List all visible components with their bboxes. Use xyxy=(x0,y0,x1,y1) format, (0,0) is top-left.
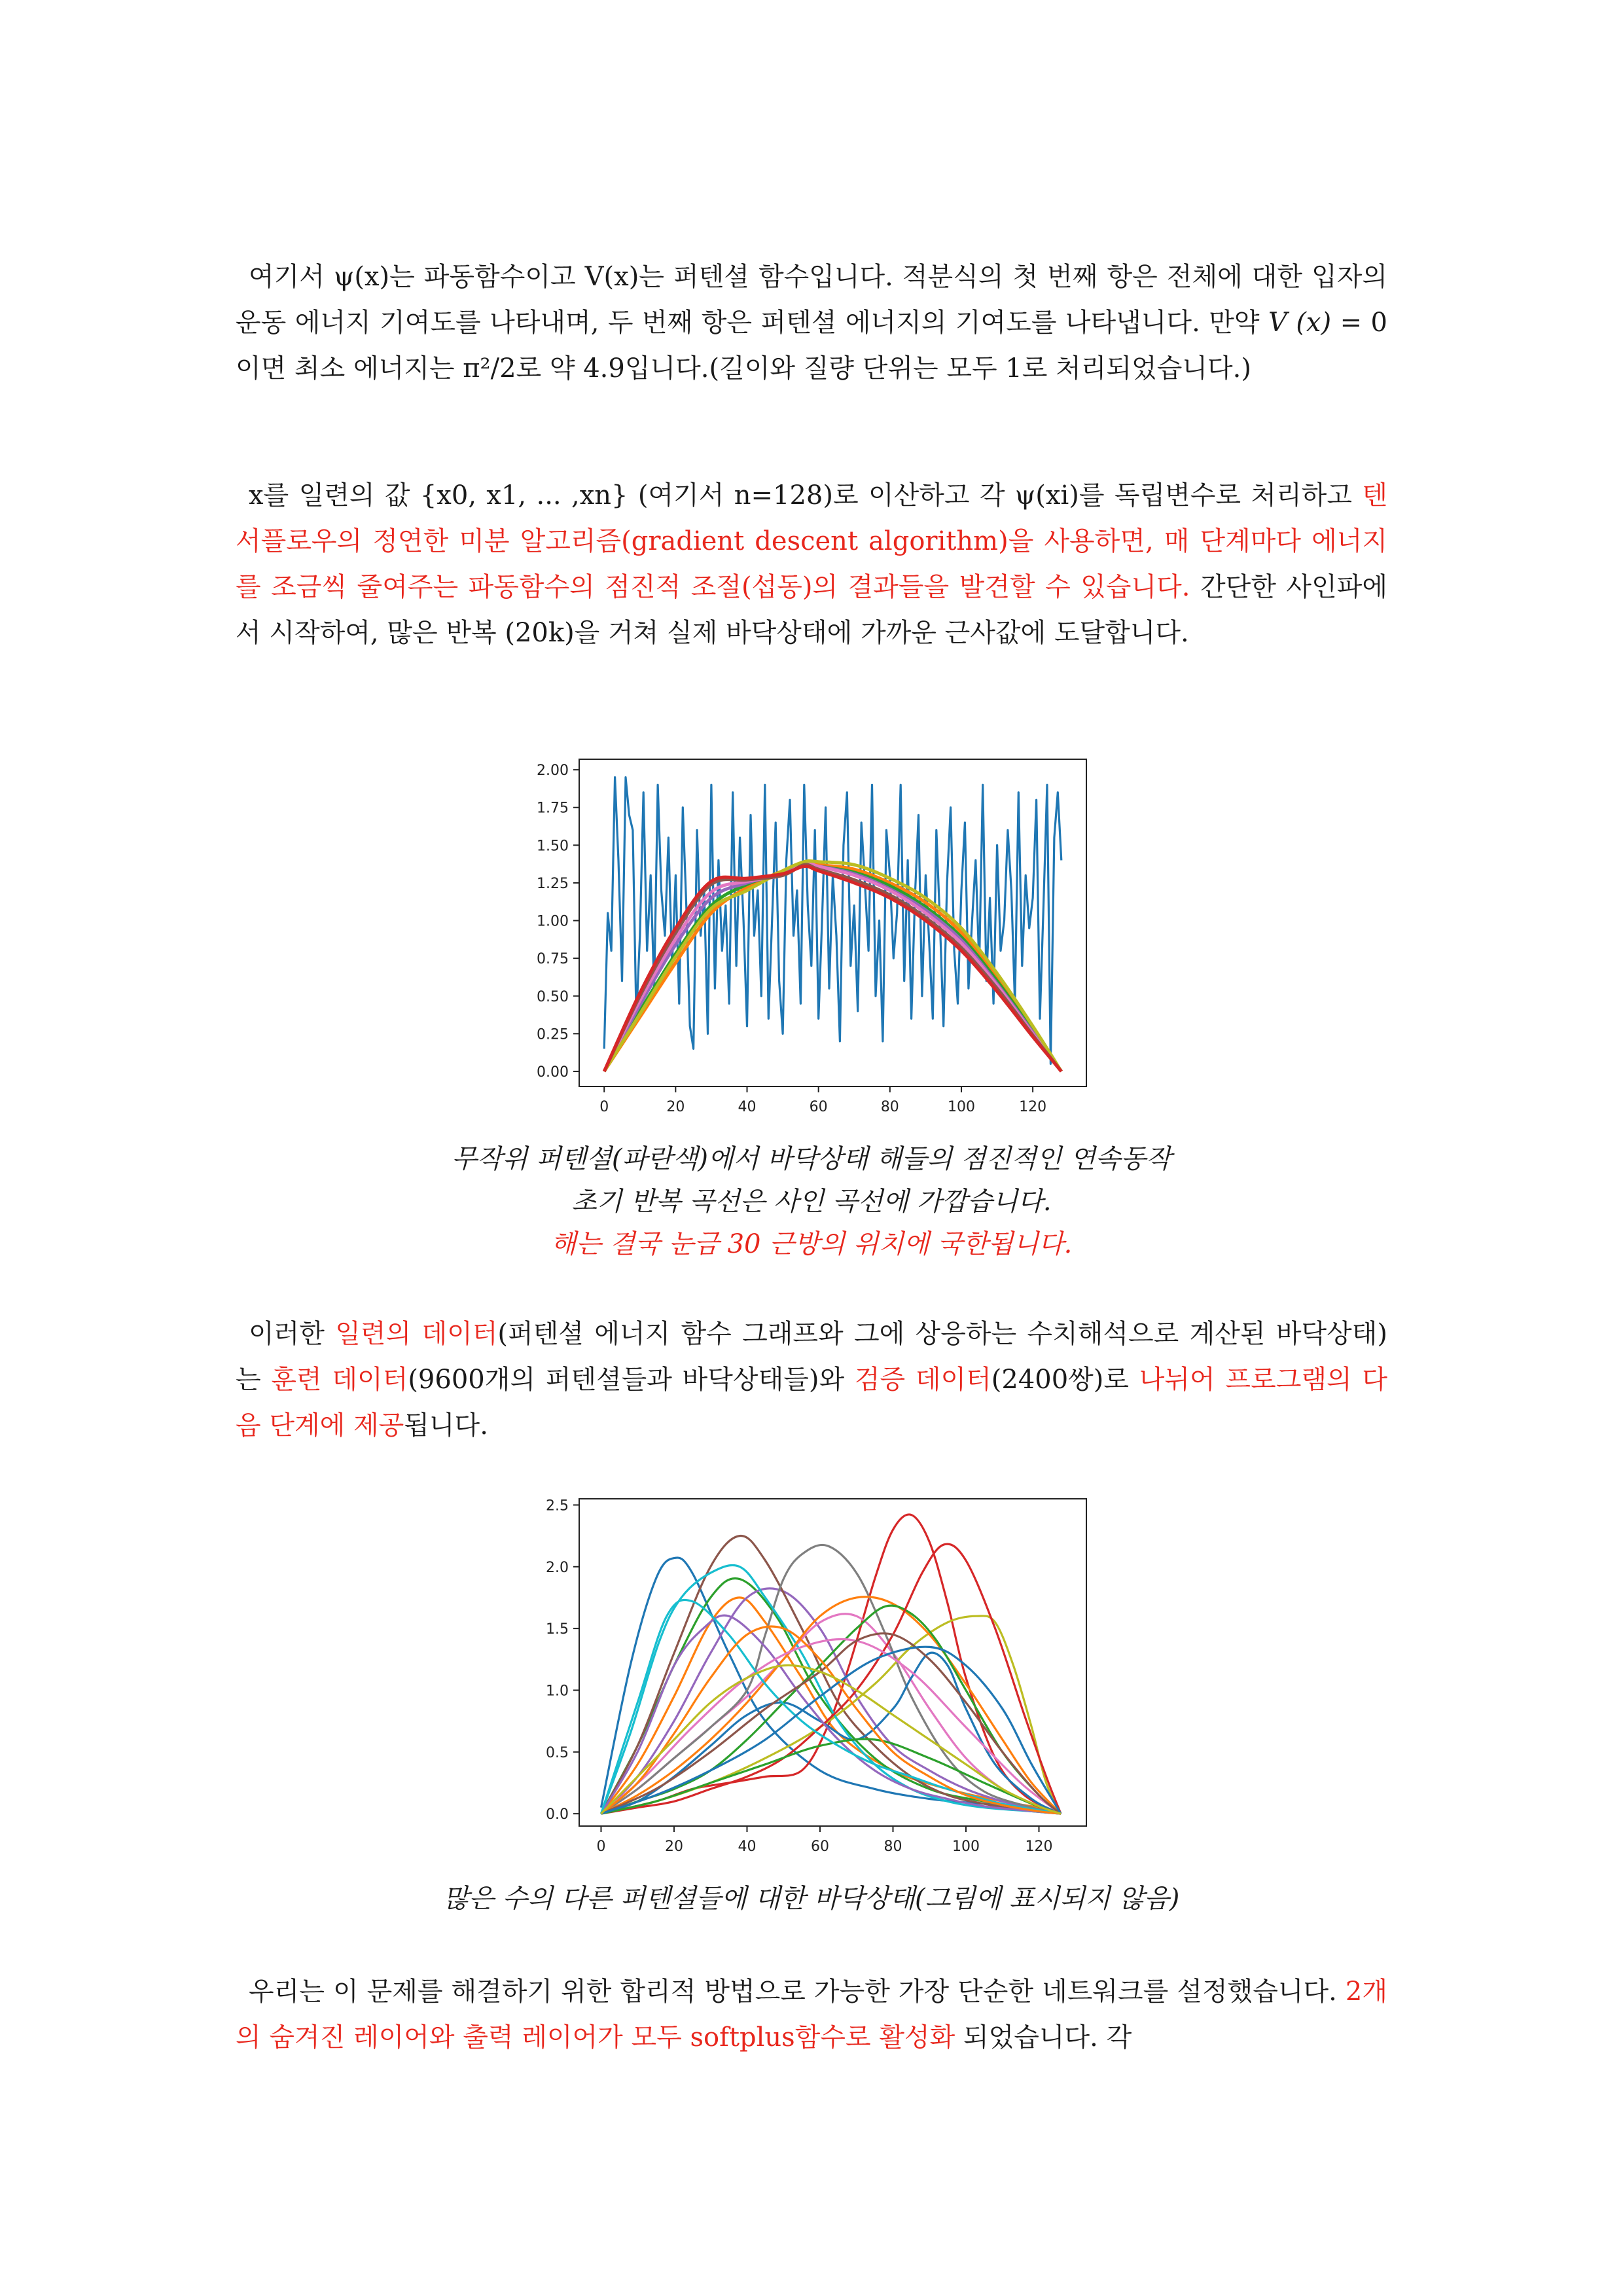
figure-2-caption-line-1: 많은 수의 다른 퍼텐셜들에 대한 바닥상태(그림에 표시되지 않음) xyxy=(443,1884,1180,1914)
paragraph-4-text-a: 우리는 이 문제를 해결하기 위한 합리적 방법으로 가능한 가장 단순한 네트워크를 설정했습니다. xyxy=(249,1977,1346,2007)
y-tick-label: 0.00 xyxy=(537,1064,569,1081)
x-tick-label: 80 xyxy=(883,1839,902,1855)
y-tick-label: 2.0 xyxy=(546,1559,569,1576)
paragraph-2-text-c: 간단한 사인파에서 시작하여, 많은 반복 (20k)을 거쳐 실제 바닥상태에 가까운 근사값에 도달합니다. xyxy=(236,572,1387,648)
y-tick-label: 1.5 xyxy=(546,1621,569,1638)
x-tick-label: 100 xyxy=(947,1099,975,1115)
y-tick-label: 0.25 xyxy=(537,1026,569,1043)
y-tick-label: 1.25 xyxy=(537,875,569,892)
paragraph-1-text-a: 여기서 ψ(x)는 파동함수이고 V(x)는 퍼텐셜 함수입니다. 적분식의 첫 번째 항은 전체에 대한 입자의 운동 에너지 기여도를 나타내며, 두 번째 항은 퍼텐셜 에너지의 기여도를 나타냅니다. 만약 xyxy=(236,262,1387,338)
paragraph-3-text-a: 이러한 xyxy=(249,1319,336,1349)
x-tick-label: 40 xyxy=(738,1099,757,1115)
x-tick-label: 0 xyxy=(599,1099,609,1115)
y-tick-label: 1.0 xyxy=(546,1683,569,1700)
x-tick-label: 120 xyxy=(1025,1839,1053,1855)
x-tick-label: 60 xyxy=(810,1839,829,1855)
paragraph-2-text-a: x를 일련의 값 {x0, x1, ... ,xn} (여기서 n=128)로 이산하고 각 ψ(xi)를 독립변수로 처리하고 xyxy=(249,480,1363,511)
y-tick-label: 1.75 xyxy=(537,800,569,817)
figure-1-caption-line-2: 초기 반복 곡선은 사인 곡선에 가깝습니다. xyxy=(571,1187,1052,1217)
y-tick-label: 2.5 xyxy=(546,1498,569,1515)
paragraph-4 xyxy=(236,1969,1387,2060)
paragraph-3-text-c: (퍼텐셜 에너지 함수 그래프와 그에 상응하는 수치해석으로 계산된 바닥상태)는 xyxy=(236,1319,1387,1395)
paragraph-1-text-c: = 0이면 최소 에너지는 π²/2로 약 4.9입니다.(길이와 질량 단위는 모두 1로 처리되었습니다.) xyxy=(236,308,1387,384)
paragraph-3-text-e: (9600개의 퍼텐셜들과 바닥상태들)와 xyxy=(408,1365,855,1395)
y-tick-label: 0.5 xyxy=(546,1744,569,1761)
x-tick-label: 20 xyxy=(666,1099,685,1115)
y-tick-label: 0.0 xyxy=(546,1806,569,1823)
paragraph-3 xyxy=(236,1311,1387,1448)
y-tick-label: 1.50 xyxy=(537,838,569,855)
paragraph-3-highlight-b: 일련의 데이터 xyxy=(335,1319,498,1349)
y-tick-label: 0.50 xyxy=(537,988,569,1005)
y-tick-label: 2.00 xyxy=(537,762,569,780)
x-tick-label: 120 xyxy=(1019,1099,1047,1115)
y-tick-label: 0.75 xyxy=(537,951,569,968)
x-tick-label: 0 xyxy=(596,1839,606,1855)
figure-1-caption-line-1: 무작위 퍼텐셜(파란색)에서 바닥상태 해들의 점진적인 연속동작 xyxy=(452,1144,1171,1174)
figure-1-caption-line-3: 해는 결국 눈금 30 근방의 위치에 국한됩니다. xyxy=(550,1229,1073,1259)
x-tick-label: 20 xyxy=(664,1839,683,1855)
paragraph-1-formula: V (x) xyxy=(1268,308,1332,338)
paragraph-1 xyxy=(236,254,1387,391)
x-tick-label: 60 xyxy=(809,1099,828,1115)
figure-1-chart xyxy=(514,753,1116,1126)
paragraph-3-text-i: 됩니다. xyxy=(404,1410,488,1441)
paragraph-3-highlight-d: 훈련 데이터 xyxy=(271,1365,408,1395)
paragraph-4-highlight: 2개의 숨겨진 레이어와 출력 레이어가 모두 softplus함수로 활성화 xyxy=(236,1977,1387,2053)
x-tick-label: 40 xyxy=(738,1839,757,1855)
y-tick-label: 1.00 xyxy=(537,913,569,930)
paragraph-2 xyxy=(236,473,1387,656)
figure-2-chart xyxy=(514,1492,1116,1865)
paragraph-4-text-c: 되었습니다. 각 xyxy=(955,2022,1132,2053)
x-tick-label: 100 xyxy=(952,1839,980,1855)
x-tick-label: 80 xyxy=(880,1099,899,1115)
paragraph-3-highlight-f: 검증 데이터 xyxy=(854,1365,991,1395)
paragraph-2-highlight: 텐서플로우의 정연한 미분 알고리즘(gradient descent algorithm)을 사용하면, 매 단계마다 에너지를 조금씩 줄여주는 파동함수의 점진적 조절(섭동)의 결과들을 발견할 수 있습니다. xyxy=(236,480,1387,602)
paragraph-3-highlight-h: 나뉘어 프로그램의 다음 단계에 제공 xyxy=(236,1365,1387,1441)
paragraph-3-text-g: (2400쌍)로 xyxy=(991,1365,1139,1395)
